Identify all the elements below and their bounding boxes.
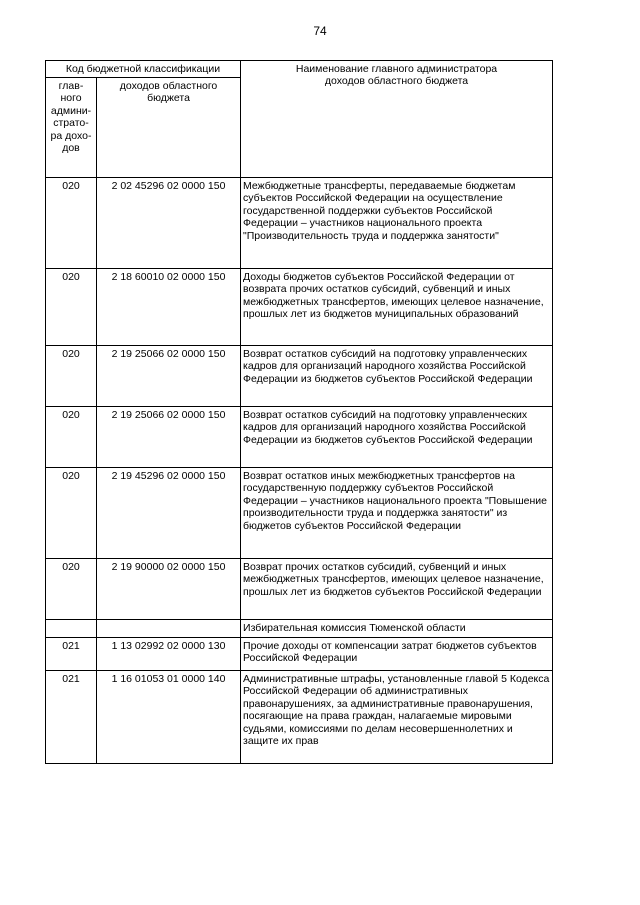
admin-code-cell: 020 (46, 178, 97, 269)
revenue-name-cell: Возврат прочих остатков субсидий, субвенций и иных межбюджетных трансфертов, имеющих целевое назначение, прошлых лет из бюджетов субъектов Российской Федерации (241, 559, 553, 620)
revenue-code-cell: 2 19 90000 02 0000 150 (97, 559, 241, 620)
section-title: Избирательная комиссия Тюменской области (241, 620, 553, 638)
revenue-name-cell: Возврат остатков субсидий на подготовку управленческих кадров для организаций народного хозяйства Российской Федерации из бюджетов субъектов Российской Федерации (241, 407, 553, 468)
revenue-code-cell: 1 16 01053 01 0000 140 (97, 671, 241, 764)
header-chief-administrator (46, 78, 97, 178)
table-row (46, 269, 553, 346)
revenue-name-cell: Межбюджетные трансферты, передаваемые бюджетам субъектов Российской Федерации на осуществление государственной поддержки субъектов Российской Федерации – участников национального проекта "Производительность труда и поддержка занятости" (241, 178, 553, 269)
revenue-name-cell: Прочие доходы от компенсации затрат бюджетов субъектов Российской Федерации (241, 638, 553, 671)
table-row (46, 178, 553, 269)
revenue-name-cell: Возврат остатков субсидий на подготовку управленческих кадров для организаций народного хозяйства Российской Федерации из бюджетов субъектов Российской Федерации (241, 346, 553, 407)
table-row (46, 346, 553, 407)
admin-code-cell: 020 (46, 407, 97, 468)
revenue-code-cell: 2 19 25066 02 0000 150 (97, 407, 241, 468)
section-empty-cell (97, 620, 241, 638)
section-row (46, 620, 553, 638)
revenue-code-cell: 2 19 45296 02 0000 150 (97, 468, 241, 559)
revenue-code-cell: 2 02 45296 02 0000 150 (97, 178, 241, 269)
table-row (46, 407, 553, 468)
header-code-text: доходов областного бюджета (119, 80, 218, 105)
revenue-name-cell: Административные штрафы, установленные главой 5 Кодекса Российской Федерации об административных правонарушениях, за административные правонарушения, посягающие на права граждан, налагаемые мировыми судьями, комиссиями по делам несовершеннолетних и защите их прав (241, 671, 553, 764)
revenue-name-cell: Доходы бюджетов субъектов Российской Федерации от возврата прочих остатков субсидий, субвенций и иных межбюджетных трансфертов, имеющих целевое назначение, прошлых лет из бюджетов муниципальных образований (241, 269, 553, 346)
header-budget-classification-code: Код бюджетной классификации (46, 61, 241, 78)
admin-code-cell: 021 (46, 638, 97, 671)
admin-code-cell: 020 (46, 559, 97, 620)
page-number: 74 (313, 24, 327, 38)
admin-code-cell: 020 (46, 346, 97, 407)
table-row (46, 559, 553, 620)
budget-classification-table (45, 60, 553, 764)
table-row (46, 638, 553, 671)
revenue-code-cell: 1 13 02992 02 0000 130 (97, 638, 241, 671)
header-regional-revenue-code (97, 78, 241, 178)
revenue-name-cell: Возврат остатков иных межбюджетных трансфертов на государственную поддержку субъектов Российской Федерации – участников национального проекта "Повышение производительности труда и поддержка занятости" из бюджетов субъектов Российской Федерации (241, 468, 553, 559)
table-row (46, 468, 553, 559)
admin-code-cell: 020 (46, 269, 97, 346)
section-empty-cell (46, 620, 97, 638)
table-row (46, 671, 553, 764)
header-admin-text: глав- ного админи- страто- ра дохо- дов (50, 80, 92, 155)
admin-code-cell: 020 (46, 468, 97, 559)
revenue-code-cell: 2 18 60010 02 0000 150 (97, 269, 241, 346)
header-row-group (46, 61, 553, 78)
header-name-text: Наименование главного администратора доходов областного бюджета (295, 63, 498, 88)
admin-code-cell: 021 (46, 671, 97, 764)
header-administrator-name (241, 61, 553, 178)
revenue-code-cell: 2 19 25066 02 0000 150 (97, 346, 241, 407)
